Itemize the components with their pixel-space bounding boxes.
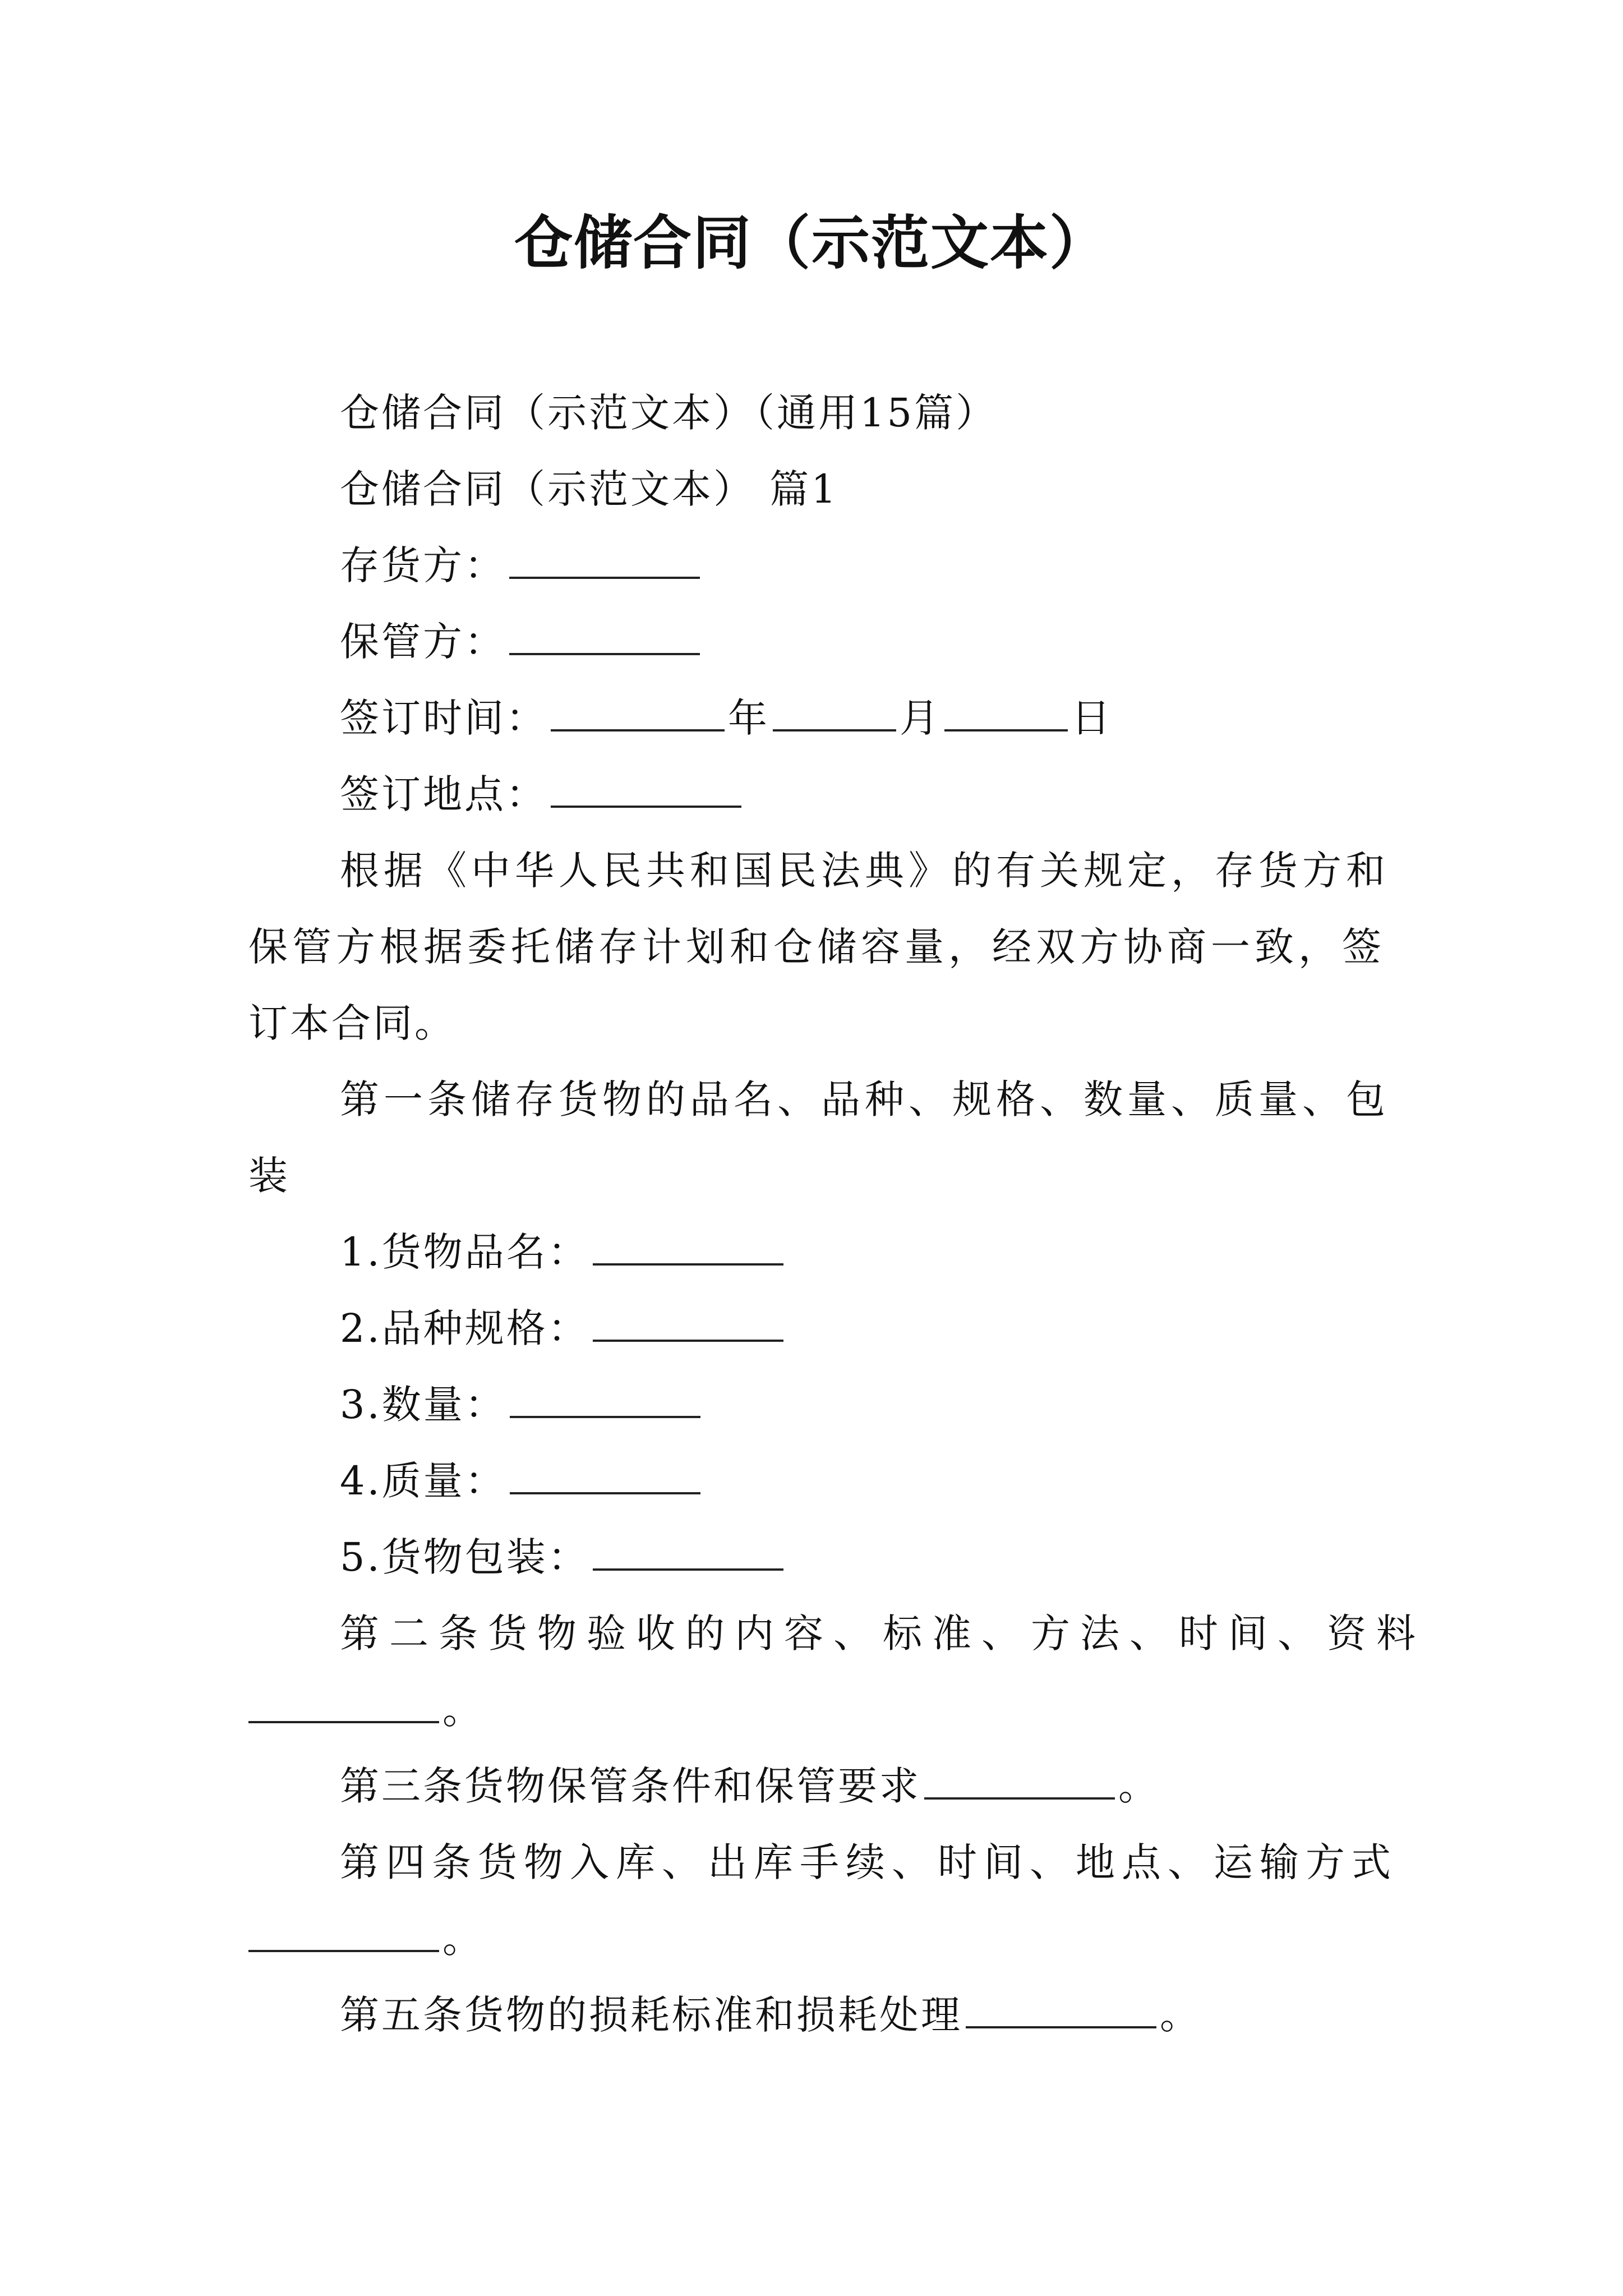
article-1-line-1: 第一条储存货物的品名、品种、规格、数量、质量、包 — [340, 1076, 1390, 1122]
sign-time-row — [340, 690, 1113, 746]
item-2-label: 2.品种规格： — [340, 1305, 589, 1351]
article-2-period: 。 — [442, 1687, 484, 1733]
day-blank — [944, 694, 1068, 731]
sign-time-label: 签订时间： — [340, 695, 547, 741]
article-4-blank — [248, 1915, 439, 1952]
item-2-row — [340, 1300, 787, 1356]
article-5-row — [340, 1987, 1201, 2043]
sign-place-row — [340, 766, 745, 822]
article-5-period: 。 — [1160, 1992, 1201, 2038]
item-1-blank — [593, 1228, 783, 1266]
document-title: 仓储合同（示范文本） — [514, 208, 1109, 277]
custodian-label: 保管方： — [340, 619, 506, 665]
article-5-text: 第五条货物的损耗标准和损耗处理 — [340, 1992, 962, 2038]
article-3-row — [340, 1758, 1160, 1814]
year-label: 年 — [728, 695, 769, 741]
article-4-period: 。 — [442, 1916, 484, 1962]
article-3-blank — [924, 1763, 1115, 1800]
depositor-blank — [509, 542, 700, 579]
article-4-line-1: 第四条货物入库、出库手续、时间、地点、运输方式 — [340, 1839, 1398, 1885]
article-2-line-2 — [248, 1682, 484, 1738]
article-5-blank — [966, 1991, 1156, 2028]
item-4-blank — [510, 1457, 700, 1494]
item-1-row — [340, 1224, 787, 1280]
sign-place-label: 签订地点： — [340, 771, 547, 817]
item-5-blank — [593, 1534, 783, 1571]
article-1-line-2: 装 — [248, 1153, 290, 1199]
item-2-blank — [593, 1305, 783, 1342]
item-5-row — [340, 1529, 787, 1585]
intro-line-3: 订本合同。 — [248, 1000, 456, 1046]
item-4-row — [340, 1453, 704, 1509]
item-3-blank — [510, 1381, 700, 1418]
article-2-blank — [248, 1686, 439, 1723]
intro-line-2: 保管方根据委托储存计划和仓储容量，经双方协商一致，签 — [248, 924, 1386, 970]
article-4-line-2 — [248, 1911, 484, 1967]
year-blank — [551, 694, 725, 731]
item-3-label: 3.数量： — [340, 1382, 506, 1428]
intro-line-1: 根据《中华人民共和国民法典》的有关规定，存货方和 — [340, 848, 1390, 894]
depositor-label: 存货方： — [340, 542, 506, 588]
article-3-text: 第三条货物保管条件和保管要求 — [340, 1763, 921, 1809]
month-label: 月 — [900, 695, 941, 741]
item-4-label: 4.质量： — [340, 1458, 506, 1504]
custodian-blank — [509, 618, 700, 655]
day-label: 日 — [1071, 695, 1113, 741]
sign-place-blank — [551, 771, 741, 808]
article-3-period: 。 — [1118, 1763, 1160, 1809]
custodian-row — [340, 614, 703, 670]
section-heading: 仓储合同（示范文本） 篇1 — [340, 466, 838, 512]
depositor-row — [340, 537, 703, 593]
item-3-row — [340, 1377, 704, 1433]
month-blank — [773, 694, 896, 731]
article-2-line-1: 第二条货物验收的内容、标准、方法、时间、资料 — [340, 1611, 1426, 1657]
item-5-label: 5.货物包装： — [340, 1534, 589, 1580]
item-1-label: 1.货物品名： — [340, 1229, 589, 1275]
document-subtitle: 仓储合同（示范文本）（通用15篇） — [340, 390, 998, 436]
